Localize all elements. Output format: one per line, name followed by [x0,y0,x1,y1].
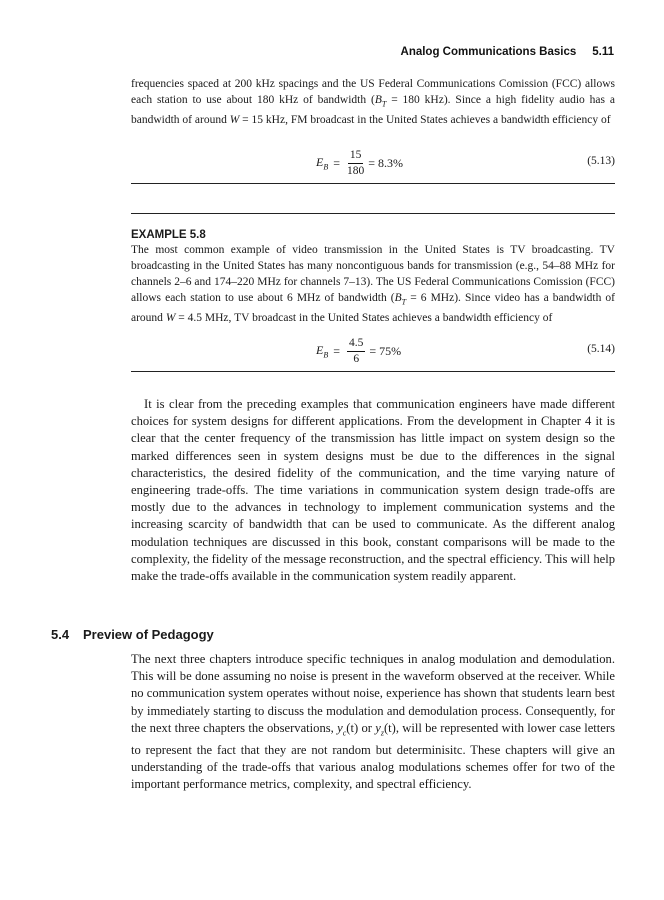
equation-result: = 8.3% [368,155,404,170]
fraction-denominator: 180 [347,164,365,177]
symbol-w: W [165,312,176,325]
equation-5-13: $E_B$ = $\frac{15}{180}$ = 8.3% (5.13) [316,148,615,177]
equation-5-14: $E_B$ = $\frac{4.5}{6}$ = 75% (5.14) [316,336,615,365]
rule-example-end [131,371,615,372]
symbol-w: W [229,114,240,127]
section-title: Preview of Pedagogy [83,627,214,642]
page-number: 5.11 [592,46,614,58]
section-paragraph: The next three chapters introduce specific techniques in analog modulation and demodulation. This will be done assuming no noise is present in the waveform observed at the receiver. While no communication system operates without noise, experience has shown that students learn best by immediately starting to discuss the modulation and demodulation process. Consequently, for the next three chapters the observations, $y_c(t)$ or $y_z(t)$, will be represented with lower case letters to represent the fact that they are not random but determinisitc. These chapters will give an understanding of the trade-offs that various analog modulations schemes offer for two of the important performance metrics, complexity, and spectral efficiency. [131,652,615,791]
symbol-yz: $y_z(t)$ [375,720,396,738]
rule-top-example-end [131,183,615,184]
rule-example-start [131,213,615,214]
equation-number: (5.14) [587,343,615,355]
equation-lhs: $E_B$ [316,342,329,360]
equation-fraction [347,149,364,178]
symbol-bt: $B_T$ [374,94,387,109]
section-heading [51,627,214,642]
running-head-title: Analog Communications Basics [400,46,577,58]
intro-paragraph: frequencies spaced at 200 kHz spacings and the US Federal Communications Comission (FCC) allows each station to use about 180 kHz of bandwidth ($B_T = 180$ kHz). Since a high fidelity audio has a bandwidth of around W = 15 kHz, FM broadcast in the United States achieves a bandwidth efficiency of [131,78,615,127]
main-paragraph: It is clear from the preceding examples that communication engineers have made different choices for system designs for different applications. From the development in Chapter 4 it is clear that the center frequency of the transmission has little impact on system design so the marked differences seen in system designs must be due to the differences in the signal characteristics, the desired fidelity of the communication, and the time varying nature of engineering trade-offs. The time variations in communication system design trade-offs are mostly due to the advances in technology to implement communication systems and the increasing scarcity of bandwidth that can be used to communicate. As the different analog modulation techniques are discussed in this book, constant comparisons will be made to the complexity, the fidelity of the message reconstruction, and the spectral efficiency. This will help make the trade-offs available in the communication system readily apparent. [131,397,616,584]
equation-fraction [347,337,365,366]
example-paragraph: The most common example of video transmission in the United States is TV broadcasting. TV broadcasting in the United States has many noncontiguous bands for transmission (e.g., 54–88 MHz for channels 2–6 and 174–220 MHz for channels 7–13). The US Federal Communications Comission (FCC) allows each station to use about 6 MHz of bandwidth ($B_T = 6$ MHz). Since video has a bandwidth of around W = 4.5 MHz, TV broadcast in the United States achieves a bandwidth efficiency of [131,244,615,325]
running-head [401,46,614,58]
fraction-numerator: 15 [348,149,364,164]
equation-number: (5.13) [587,155,615,167]
symbol-yc: $y_c(t)$ [337,720,359,738]
equation-lhs: $E_B$ [316,154,329,172]
equation-result: = 75% [369,343,402,358]
example-heading: EXAMPLE 5.8 [131,229,206,241]
fraction-denominator: 6 [353,352,360,365]
symbol-bt: $B_T$ [394,292,407,307]
fraction-numerator: 4.5 [347,337,365,352]
section-number: 5.4 [51,627,70,642]
